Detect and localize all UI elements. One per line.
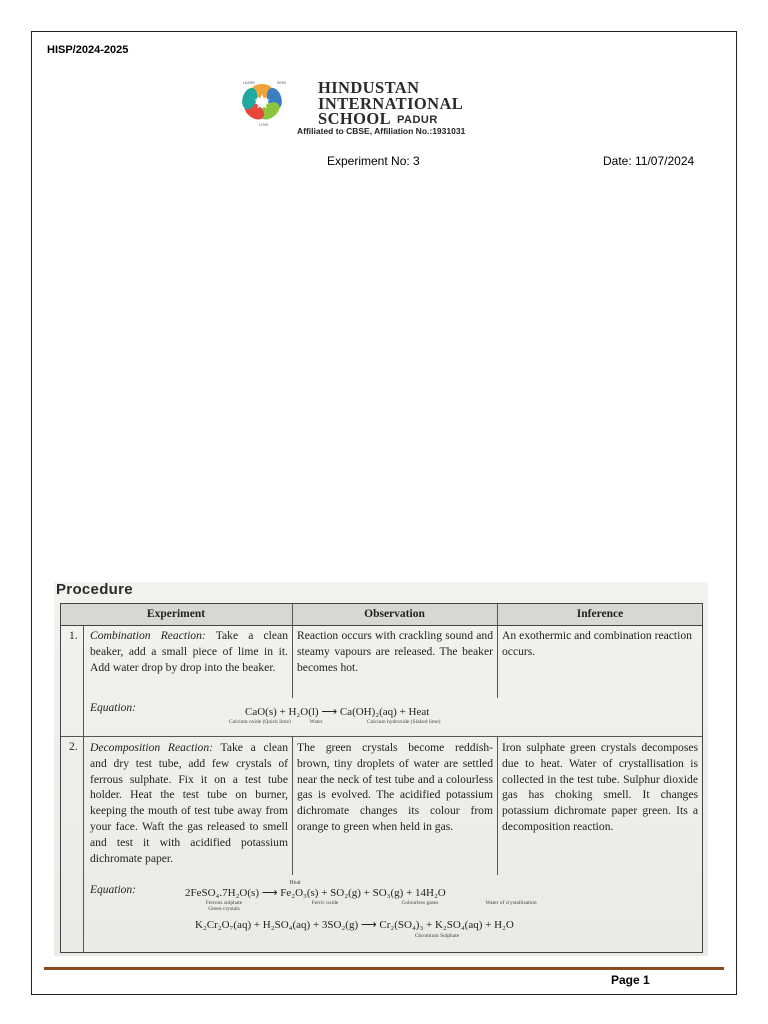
- column-divider: [497, 737, 498, 875]
- school-suffix: PADUR: [397, 114, 438, 126]
- header-inference: Inference: [576, 608, 624, 620]
- page-number: Page 1: [611, 973, 650, 987]
- row2-note-colourless-gases: Colourless gases: [401, 900, 439, 906]
- table-header-row: [61, 604, 702, 626]
- row1-note-calcium-hydroxide: Calcium hydroxide (Slaked lime): [367, 719, 441, 725]
- row-number: 2.: [69, 741, 78, 753]
- school-name-line2: INTERNATIONAL: [318, 93, 464, 113]
- row1-experiment: [90, 628, 288, 675]
- document-code: HISP/2024-2025: [47, 44, 129, 56]
- footer-rule: [44, 967, 724, 970]
- row2-note-ferric-oxide: Ferric oxide: [311, 900, 339, 906]
- header-observation: Observation: [364, 608, 425, 620]
- row2-observation: The green crystals become reddish-brown, tiny droplets of water are settled near the neck of test tube and a colourless gas is evolved. The acidified potassium dichromate changes its colour from orange to green when held in gas.: [297, 741, 493, 833]
- experiment-date: Date: 11/07/2024: [603, 154, 695, 168]
- logo-word: LOVE: [259, 123, 269, 127]
- row2-equation-label: Equation:: [90, 884, 136, 896]
- row2-note-water-crystallisation: Water of crystallisation: [485, 900, 537, 906]
- column-divider: [292, 737, 293, 875]
- header-experiment: Experiment: [146, 608, 206, 620]
- row1-experiment-text: Take a clean beaker, add a small piece of lime in it. Add water drop by drop into the beaker.: [90, 629, 288, 674]
- row-divider: [61, 736, 702, 737]
- row1-inference: An exothermic and combination reaction occurs.: [502, 629, 692, 658]
- row2-experiment: [90, 740, 288, 866]
- school-logo-icon: [231, 76, 293, 128]
- experiment-number: Experiment No: 3: [327, 154, 420, 168]
- row1-experiment-title: Combination Reaction:: [90, 629, 206, 642]
- column-divider: [497, 604, 498, 698]
- row2-inference: Iron sulphate green crystals decomposes due to heat. Water of crystallisation is collected in the test tube. Sulphur dioxide gas has choking smell. It changes potassium dichromate paper green. Its a decomposition reaction.: [502, 741, 698, 833]
- row2-equation2: K₂Cr₂O₇(aq) + H₂SO₄(aq) + 3SO₂(g) ⟶ Cr₂(SO₄)₃ + K₂SO₄(aq) + H₂O: [195, 919, 514, 931]
- row1-equation: CaO(s) + H₂O(l) ⟶ Ca(OH)₂(aq) + Heat: [245, 706, 430, 718]
- procedure-title: Procedure: [56, 581, 133, 598]
- row2-note-chromium-sulphate: Chromium Sulphate: [414, 933, 460, 939]
- school-name-line1: HINDUSTAN: [318, 78, 420, 97]
- row2-note-ferrous-sulphate: Ferrous sulphate Green crystals: [205, 900, 243, 912]
- row2-equation1: 2FeSO₄.7H₂O(s) ⟶ Fe₂O₃(s) + SO₂(g) + SO₃(g) + 14H₂O: [185, 887, 446, 899]
- row1-observation: Reaction occurs with crackling sound and steamy vapours are released. The beaker becomes hot.: [297, 629, 493, 674]
- school-name-line3: SCHOOL: [318, 109, 392, 128]
- row1-note-water: Water: [309, 719, 323, 725]
- row1-equation-label: Equation:: [90, 702, 136, 714]
- row-number: 1.: [69, 630, 78, 642]
- row2-heat-label: Heat: [289, 880, 301, 886]
- procedure-table: [60, 603, 703, 953]
- column-divider: [292, 604, 293, 698]
- row2-experiment-text: Take a clean and dry test tube, add few crystals of ferrous sulphate. Fix it on a test tube holder. Heat the test tube on burner, keeping the mouth of test tube away from your face. Waft the gas released to smell and test it with acidified potassium dichromate paper.: [90, 741, 288, 865]
- affiliation-text: Affiliated to CBSE, Affiliation No.:1931031: [297, 126, 466, 136]
- school-name: [318, 80, 463, 129]
- logo-word: SEEK: [277, 81, 287, 85]
- column-divider: [83, 626, 84, 952]
- row1-note-calcium-oxide: Calcium oxide (Quick lime): [229, 719, 291, 725]
- logo-word: LEARN: [243, 81, 255, 85]
- row2-experiment-title: Decomposition Reaction:: [90, 741, 214, 754]
